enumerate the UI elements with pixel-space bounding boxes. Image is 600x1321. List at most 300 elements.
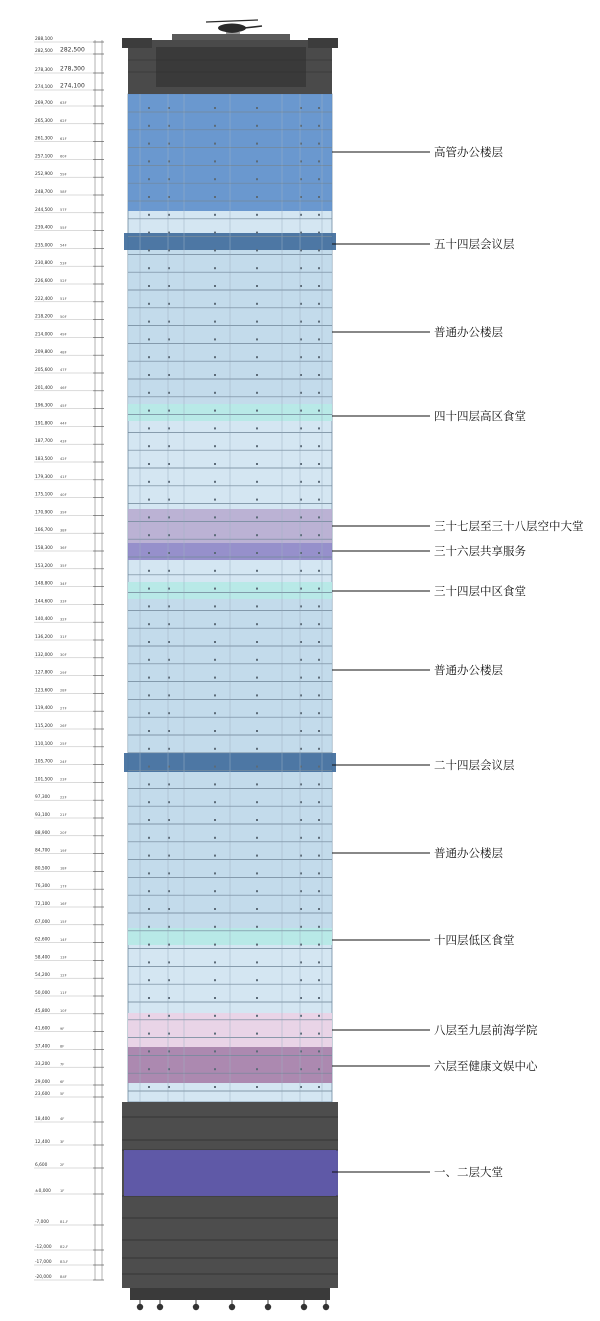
window-mark	[300, 214, 302, 216]
window-mark	[214, 143, 216, 145]
basement-level-label: -20,000	[35, 1275, 52, 1280]
window-mark	[318, 214, 320, 216]
window-mark	[168, 445, 170, 447]
window-mark	[318, 285, 320, 287]
floor-level-floor-tag: 21F	[60, 813, 67, 818]
basement-level-floor-tag: B3-F	[60, 1260, 69, 1265]
floor-level-floor-tag: 42F	[60, 457, 67, 462]
window-mark	[318, 605, 320, 607]
zone-label: 八层至九层前海学院	[434, 1023, 538, 1037]
floor-level-label: 248,700	[35, 190, 53, 195]
window-mark	[168, 125, 170, 127]
floor-level-label: 88,900	[35, 830, 51, 836]
zone-label: 十四层低区食堂	[434, 933, 515, 947]
window-mark	[300, 801, 302, 803]
floor-level-floor-tag: 35F	[60, 564, 67, 568]
floor-level-floor-tag: 26F	[60, 724, 67, 729]
floor-level-label: 84,700	[35, 848, 51, 854]
window-mark	[318, 552, 320, 554]
zone-label: 一、二层大堂	[434, 1165, 503, 1179]
window-mark	[168, 534, 170, 536]
window-mark	[256, 605, 258, 607]
window-mark	[300, 267, 302, 269]
floor-level-floor-tag: 43F	[60, 439, 67, 444]
window-mark	[168, 872, 170, 874]
window-mark	[148, 374, 150, 376]
window-mark	[214, 926, 216, 928]
window-mark	[168, 338, 170, 340]
window-mark	[318, 445, 320, 447]
floor-level-label: 144,600	[35, 599, 53, 605]
window-mark	[300, 872, 302, 874]
window-mark	[300, 855, 302, 857]
window-mark	[300, 303, 302, 305]
window-mark	[168, 623, 170, 625]
window-mark	[256, 677, 258, 679]
window-mark	[214, 534, 216, 536]
window-mark	[148, 534, 150, 536]
window-mark	[168, 783, 170, 785]
window-mark	[318, 125, 320, 127]
pile-head	[323, 1304, 329, 1310]
floor-level-label: 29,000	[35, 1080, 51, 1085]
window-mark	[318, 908, 320, 910]
window-mark	[300, 694, 302, 696]
floor-level-floor-tag: 12F	[60, 973, 67, 978]
window-mark	[318, 783, 320, 785]
zone-label: 四十四层高区食堂	[434, 409, 526, 423]
window-mark	[168, 641, 170, 643]
window-mark	[300, 427, 302, 429]
window-mark	[214, 677, 216, 679]
window-mark	[148, 837, 150, 839]
window-mark	[318, 766, 320, 768]
pile-head	[157, 1304, 163, 1310]
window-mark	[214, 890, 216, 892]
window-mark	[214, 552, 216, 554]
level-callout: 274,100	[60, 82, 85, 90]
floor-level-floor-tag: 10F	[60, 1009, 67, 1013]
window-mark	[148, 1015, 150, 1017]
floor-level-label: 218,200	[35, 314, 53, 320]
window-mark	[148, 1086, 150, 1088]
window-mark	[318, 588, 320, 590]
window-mark	[300, 338, 302, 340]
window-mark	[148, 143, 150, 145]
floor-level-floor-tag: 61F	[60, 136, 67, 141]
window-mark	[148, 605, 150, 607]
floor-level-floor-tag: 34F	[60, 581, 67, 586]
window-mark	[256, 944, 258, 946]
pile-head	[137, 1304, 143, 1310]
floor-level-label: 67,000	[35, 919, 51, 925]
window-mark	[300, 1033, 302, 1035]
floor-level-floor-tag: 31F	[60, 635, 67, 640]
window-mark	[168, 107, 170, 109]
floor-level-floor-tag: 30F	[60, 653, 67, 657]
zone-label: 三十四层中区食堂	[434, 584, 526, 598]
floor-level-floor-tag: 45F	[60, 403, 67, 408]
window-mark	[318, 570, 320, 572]
window-mark	[300, 997, 302, 999]
floor-level-floor-tag: 6F	[60, 1080, 65, 1085]
window-mark	[214, 730, 216, 732]
top-level-label: 274,100	[35, 85, 53, 90]
window-mark	[256, 214, 258, 216]
window-mark	[148, 641, 150, 643]
floor-level-label: 58,400	[35, 955, 51, 961]
window-mark	[256, 855, 258, 857]
floor-level-floor-tag: 54F	[60, 243, 67, 248]
floor-level-floor-tag: 27F	[60, 706, 67, 711]
window-mark	[318, 979, 320, 981]
pile-head	[265, 1304, 271, 1310]
window-mark	[256, 872, 258, 874]
window-mark	[168, 712, 170, 714]
floor-level-label: 252,900	[35, 172, 53, 178]
window-mark	[256, 1068, 258, 1070]
window-mark	[256, 499, 258, 501]
window-mark	[168, 356, 170, 358]
window-mark	[256, 890, 258, 892]
floor-level-floor-tag: 19F	[60, 848, 67, 853]
window-mark	[318, 249, 320, 251]
window-mark	[256, 534, 258, 536]
floor-level-label: 140,400	[35, 617, 53, 623]
floor-level-floor-tag: 20F	[60, 831, 67, 835]
window-mark	[168, 748, 170, 750]
window-mark	[318, 463, 320, 465]
floor-level-floor-tag: 28F	[60, 688, 67, 693]
window-mark	[214, 267, 216, 269]
window-mark	[214, 481, 216, 483]
floor-level-label: 18,400	[35, 1117, 51, 1122]
window-mark	[256, 143, 258, 145]
window-mark	[300, 160, 302, 162]
window-mark	[256, 712, 258, 714]
window-mark	[214, 837, 216, 839]
window-mark	[214, 623, 216, 625]
floor-level-floor-tag: 49F	[60, 332, 67, 337]
window-mark	[148, 552, 150, 554]
window-mark	[168, 410, 170, 412]
window-mark	[168, 605, 170, 607]
window-mark	[214, 570, 216, 572]
floor-level-floor-tag: 55F	[60, 225, 67, 230]
window-mark	[148, 160, 150, 162]
window-mark	[148, 1050, 150, 1052]
window-mark	[168, 143, 170, 145]
window-mark	[256, 1050, 258, 1052]
window-mark	[148, 427, 150, 429]
floor-level-floor-tag: 41F	[60, 475, 67, 479]
window-mark	[214, 748, 216, 750]
floor-level-label: 244,500	[35, 207, 53, 213]
window-mark	[318, 338, 320, 340]
floor-level-label: 50,000	[35, 991, 51, 996]
floor-level-label: 97,300	[35, 795, 51, 801]
window-mark	[300, 1015, 302, 1017]
window-mark	[256, 748, 258, 750]
window-mark	[214, 944, 216, 946]
floor-level-floor-tag: 46F	[60, 386, 67, 390]
floor-level-label: 230,800	[35, 261, 53, 267]
floor-level-floor-tag: 24F	[60, 759, 67, 764]
window-mark	[256, 766, 258, 768]
window-mark	[318, 1068, 320, 1070]
floor-level-label: 153,200	[35, 563, 53, 569]
window-mark	[214, 801, 216, 803]
window-mark	[214, 605, 216, 607]
floor-level-label: 132,000	[35, 652, 53, 658]
window-mark	[148, 463, 150, 465]
window-mark	[168, 214, 170, 216]
window-mark	[168, 178, 170, 180]
window-mark	[168, 1033, 170, 1035]
floor-level-label: 196,300	[35, 403, 53, 409]
floor-level-label: 175,100	[35, 492, 53, 498]
window-mark	[318, 1050, 320, 1052]
window-mark	[318, 890, 320, 892]
floor-level-label: 201,400	[35, 385, 53, 391]
floor-level-label: 235,000	[35, 243, 53, 249]
floor-level-floor-tag: 38F	[60, 528, 67, 533]
window-mark	[214, 321, 216, 323]
window-mark	[148, 659, 150, 661]
window-mark	[318, 819, 320, 821]
window-mark	[300, 926, 302, 928]
floor-level-floor-tag: 59F	[60, 172, 67, 177]
window-mark	[214, 872, 216, 874]
window-mark	[214, 1015, 216, 1017]
zone-label: 普通办公楼层	[434, 325, 503, 339]
window-mark	[148, 196, 150, 198]
window-mark	[214, 356, 216, 358]
window-mark	[300, 605, 302, 607]
window-mark	[168, 427, 170, 429]
floor-level-floor-tag: 7F	[60, 1062, 65, 1067]
window-mark	[168, 196, 170, 198]
floor-level-label: 45,800	[35, 1008, 51, 1014]
floor-level-label: 187,700	[35, 439, 53, 445]
floor-level-floor-tag: 53F	[60, 261, 67, 266]
window-mark	[256, 588, 258, 590]
window-mark	[300, 445, 302, 447]
floor-level-label: 110,100	[35, 741, 53, 747]
floor-level-floor-tag: 5F	[60, 1092, 65, 1097]
level-callout: 282,500	[60, 46, 85, 54]
window-mark	[256, 908, 258, 910]
window-mark	[256, 1015, 258, 1017]
window-mark	[148, 997, 150, 999]
window-mark	[300, 748, 302, 750]
window-mark	[318, 748, 320, 750]
floor-level-label: ±0,000	[35, 1189, 51, 1194]
window-mark	[214, 160, 216, 162]
window-mark	[148, 285, 150, 287]
window-mark	[168, 944, 170, 946]
floor-level-label: 148,800	[35, 581, 53, 587]
window-mark	[318, 623, 320, 625]
window-mark	[214, 908, 216, 910]
floor-level-floor-tag: 33F	[60, 599, 67, 604]
window-mark	[214, 178, 216, 180]
window-mark	[168, 303, 170, 305]
floor-level-label: 119,400	[35, 706, 53, 712]
window-mark	[168, 1015, 170, 1017]
window-mark	[318, 801, 320, 803]
window-mark	[148, 107, 150, 109]
window-mark	[300, 1050, 302, 1052]
window-mark	[318, 356, 320, 358]
window-mark	[300, 499, 302, 501]
window-mark	[168, 374, 170, 376]
floor-level-label: 166,700	[35, 528, 53, 534]
window-mark	[318, 107, 320, 109]
window-mark	[148, 730, 150, 732]
floor-level-label: 93,100	[35, 813, 51, 818]
floor-level-label: 101,500	[35, 777, 53, 783]
window-mark	[214, 499, 216, 501]
window-mark	[256, 926, 258, 928]
window-mark	[256, 623, 258, 625]
window-mark	[148, 303, 150, 305]
window-mark	[148, 908, 150, 910]
window-mark	[318, 677, 320, 679]
window-mark	[168, 1086, 170, 1088]
window-mark	[318, 926, 320, 928]
floor-level-label: 76,300	[35, 884, 51, 890]
floor-level-floor-tag: 39F	[60, 510, 67, 515]
window-mark	[168, 819, 170, 821]
window-mark	[318, 694, 320, 696]
floor-level-label: 257,100	[35, 154, 53, 160]
window-mark	[214, 338, 216, 340]
window-mark	[300, 570, 302, 572]
window-mark	[300, 730, 302, 732]
window-mark	[300, 588, 302, 590]
window-mark	[148, 694, 150, 696]
window-mark	[214, 445, 216, 447]
window-mark	[318, 712, 320, 714]
floor-level-floor-tag: 14F	[60, 937, 67, 942]
floor-level-floor-tag: 2F	[60, 1163, 65, 1168]
window-mark	[214, 516, 216, 518]
basement-level-label: -12,000	[35, 1245, 52, 1250]
window-mark	[318, 1033, 320, 1035]
window-mark	[256, 801, 258, 803]
window-mark	[318, 837, 320, 839]
window-mark	[256, 463, 258, 465]
floor-level-label: 269,700	[35, 101, 53, 106]
roof-parapet-right	[308, 38, 338, 48]
window-mark	[148, 677, 150, 679]
window-mark	[148, 926, 150, 928]
window-mark	[300, 908, 302, 910]
window-mark	[148, 783, 150, 785]
window-mark	[256, 410, 258, 412]
window-mark	[168, 1068, 170, 1070]
window-mark	[168, 285, 170, 287]
window-mark	[256, 196, 258, 198]
window-mark	[214, 410, 216, 412]
zone-label: 五十四层会议层	[434, 237, 515, 251]
basement-level-floor-tag: B4F	[60, 1275, 67, 1280]
window-mark	[148, 872, 150, 874]
window-mark	[168, 481, 170, 483]
window-mark	[256, 427, 258, 429]
floor-level-label: 226,600	[35, 279, 53, 284]
floor-level-floor-tag: 25F	[60, 742, 67, 746]
window-mark	[256, 178, 258, 180]
window-mark	[168, 730, 170, 732]
window-mark	[214, 285, 216, 287]
window-mark	[214, 783, 216, 785]
window-mark	[318, 321, 320, 323]
window-mark	[256, 392, 258, 394]
floor-level-floor-tag: 16F	[60, 902, 67, 907]
floor-level-label: 23,600	[35, 1092, 51, 1097]
window-mark	[318, 481, 320, 483]
window-mark	[214, 392, 216, 394]
window-mark	[214, 463, 216, 465]
floor-level-label: 41,600	[35, 1026, 51, 1032]
window-mark	[300, 819, 302, 821]
window-mark	[168, 766, 170, 768]
window-mark	[168, 588, 170, 590]
floor-level-label: 261,300	[35, 136, 53, 142]
zone-label: 二十四层会议层	[434, 758, 515, 772]
window-mark	[214, 125, 216, 127]
floor-level-label: 158,300	[35, 546, 53, 551]
window-mark	[168, 463, 170, 465]
window-mark	[214, 712, 216, 714]
window-mark	[214, 214, 216, 216]
window-mark	[256, 285, 258, 287]
window-mark	[318, 516, 320, 518]
window-mark	[300, 178, 302, 180]
window-mark	[168, 855, 170, 857]
zone-label: 六层至健康文娱中心	[434, 1059, 538, 1073]
window-mark	[318, 499, 320, 501]
window-mark	[148, 748, 150, 750]
pile-head	[193, 1304, 199, 1310]
zone-label: 三十七层至三十八层空中大堂	[434, 519, 584, 533]
window-mark	[214, 766, 216, 768]
window-mark	[214, 659, 216, 661]
window-mark	[148, 588, 150, 590]
window-mark	[300, 356, 302, 358]
window-mark	[148, 1033, 150, 1035]
window-mark	[214, 1068, 216, 1070]
floor-level-label: 80,500	[35, 866, 51, 872]
helicopter-icon	[206, 20, 262, 33]
window-mark	[300, 961, 302, 963]
floor-level-label: 37,400	[35, 1044, 51, 1050]
window-mark	[300, 641, 302, 643]
window-mark	[256, 694, 258, 696]
window-mark	[214, 979, 216, 981]
window-mark	[256, 837, 258, 839]
window-mark	[318, 410, 320, 412]
window-mark	[300, 143, 302, 145]
window-mark	[148, 267, 150, 269]
floor-level-label: 105,700	[35, 759, 53, 765]
zone-label: 高管办公楼层	[434, 145, 503, 159]
floor-level-label: 123,600	[35, 688, 53, 694]
floor-level-label: 222,400	[35, 296, 53, 302]
window-mark	[300, 410, 302, 412]
